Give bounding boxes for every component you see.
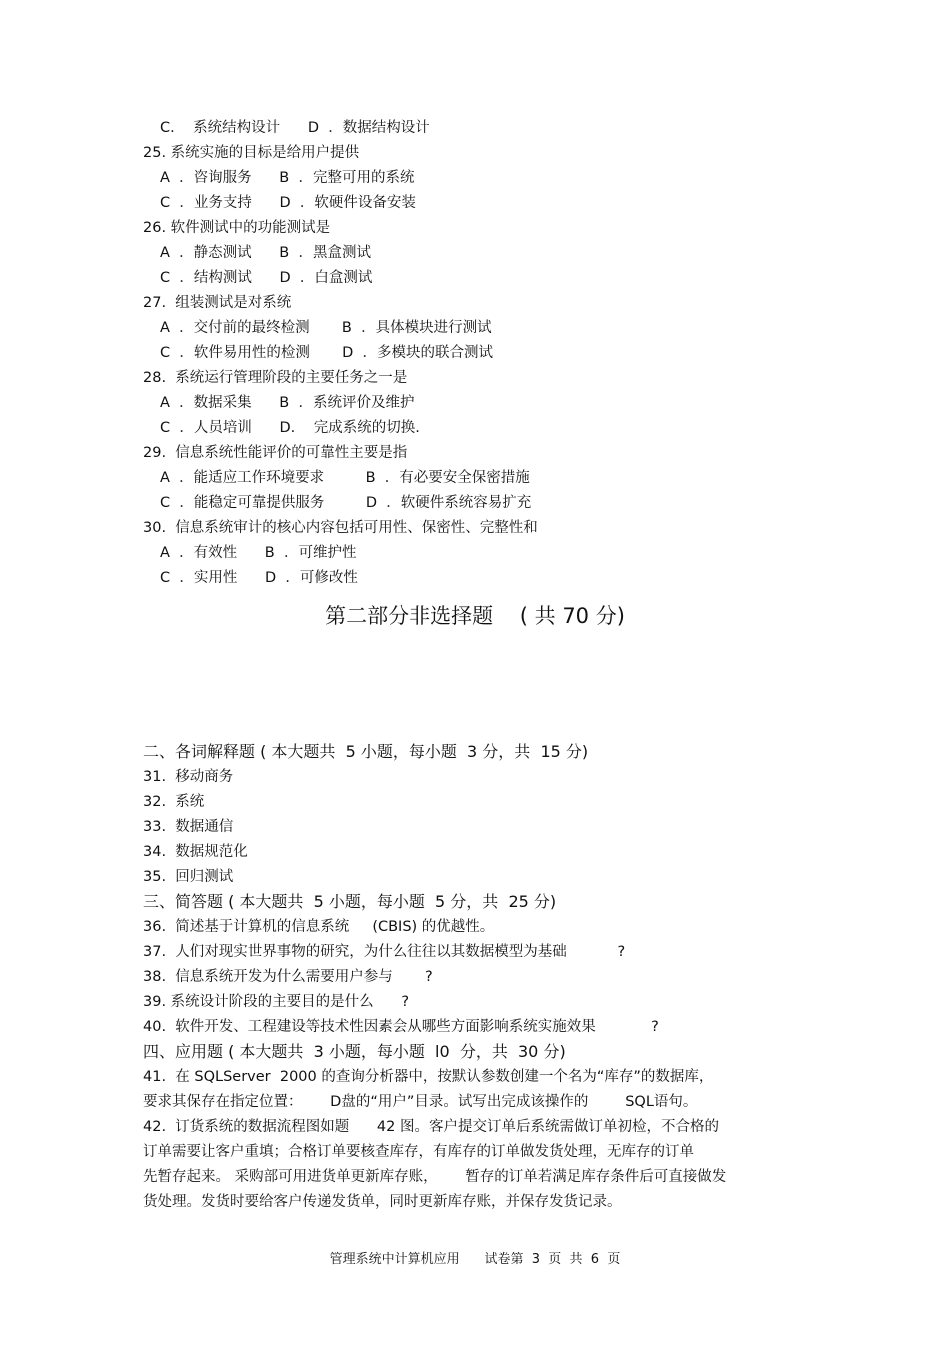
- question-line: 35. 回归测试: [143, 869, 234, 885]
- section-heading: 四、应用题 ( 本大题共 3 小题，每小题 l0 分，共 30 分): [143, 1042, 566, 1061]
- question-line: 33. 数据通信: [143, 819, 234, 835]
- part-two-title: 第二部分非选择题 ( 共 70 分): [325, 604, 625, 628]
- answer-options-line: A ．咨询服务 B ．完整可用的系统: [160, 170, 415, 186]
- question-line: 41. 在 SQLServer 2000 的查询分析器中，按默认参数创建一个名为“库存”的数据库，: [143, 1069, 714, 1085]
- answer-options-line: C ．人员培训 D. 完成系统的切换.: [160, 420, 420, 436]
- answer-options-line: C ．软件易用性的检测 D ．多模块的联合测试: [160, 345, 493, 361]
- question-line: 30. 信息系统审计的核心内容包括可用性、保密性、完整性和: [143, 520, 538, 536]
- question-line: 37. 人们对现实世界事物的研究，为什么往往以其数据模型为基础 ?: [143, 944, 626, 960]
- question-line: 29. 信息系统性能评价的可靠性主要是指: [143, 445, 408, 461]
- answer-options-line: A ．静态测试 B ．黑盒测试: [160, 245, 371, 261]
- question-line: 40. 软件开发、工程建设等技术性因素会从哪些方面影响系统实施效果 ?: [143, 1019, 659, 1035]
- question-line: 32. 系统: [143, 794, 205, 810]
- question-line: 货处理。发货时要给客户传递发货单，同时更新库存账，并保存发货记录。: [143, 1194, 622, 1210]
- answer-options-line: C ．能稳定可靠提供服务 D ．软硬件系统容易扩充: [160, 495, 532, 511]
- question-line: 39. 系统设计阶段的主要目的是什么 ?: [143, 994, 410, 1010]
- question-line: 28. 系统运行管理阶段的主要任务之一是: [143, 370, 408, 386]
- question-line: 要求其保存在指定位置： D盘的“用户”目录。试写出完成该操作的 SQL语句。: [143, 1094, 698, 1110]
- question-line: 27. 组装测试是对系统: [143, 295, 292, 311]
- question-line: 34. 数据规范化: [143, 844, 248, 860]
- section-heading: 三、简答题 ( 本大题共 5 小题，每小题 5 分，共 25 分): [143, 892, 557, 911]
- question-line: 36. 简述基于计算机的信息系统 (CBIS) 的优越性。: [143, 919, 495, 935]
- answer-options-line: C ．结构测试 D ．白盒测试: [160, 270, 373, 286]
- question-line: 先暂存起来。 采购部可用进货单更新库存账， 暂存的订单若满足库存条件后可直接做发: [143, 1169, 727, 1185]
- answer-options-line: A ．交付前的最终检测 B ．具体模块进行测试: [160, 320, 492, 336]
- answer-options-line: C ．实用性 D ．可修改性: [160, 570, 358, 586]
- question-line: 31. 移动商务: [143, 769, 234, 785]
- question-line: 26. 软件测试中的功能测试是: [143, 220, 331, 236]
- answer-options-line: A ．有效性 B ．可维护性: [160, 545, 357, 561]
- question-line: 38. 信息系统开发为什么需要用户参与 ?: [143, 969, 433, 985]
- answer-options-line: C. 系统结构设计 D ．数据结构设计: [160, 120, 430, 136]
- page-footer: 管理系统中计算机应用 试卷第 3 页 共 6 页: [329, 1252, 621, 1267]
- section-heading: 二、各词解释题 ( 本大题共 5 小题，每小题 3 分，共 15 分): [143, 742, 589, 761]
- answer-options-line: A ．能适应工作环境要求 B ．有必要安全保密措施: [160, 470, 530, 486]
- question-line: 25. 系统实施的目标是给用户提供: [143, 145, 360, 161]
- question-line: 42. 订货系统的数据流程图如题 42 图。客户提交订单后系统需做订单初检，不合格的: [143, 1119, 719, 1135]
- answer-options-line: A ．数据采集 B ．系统评价及维护: [160, 395, 415, 411]
- question-line: 订单需要让客户重填；合格订单要核查库存，有库存的订单做发货处理，无库存的订单: [143, 1144, 694, 1160]
- answer-options-line: C ．业务支持 D ．软硬件设备安装: [160, 195, 416, 211]
